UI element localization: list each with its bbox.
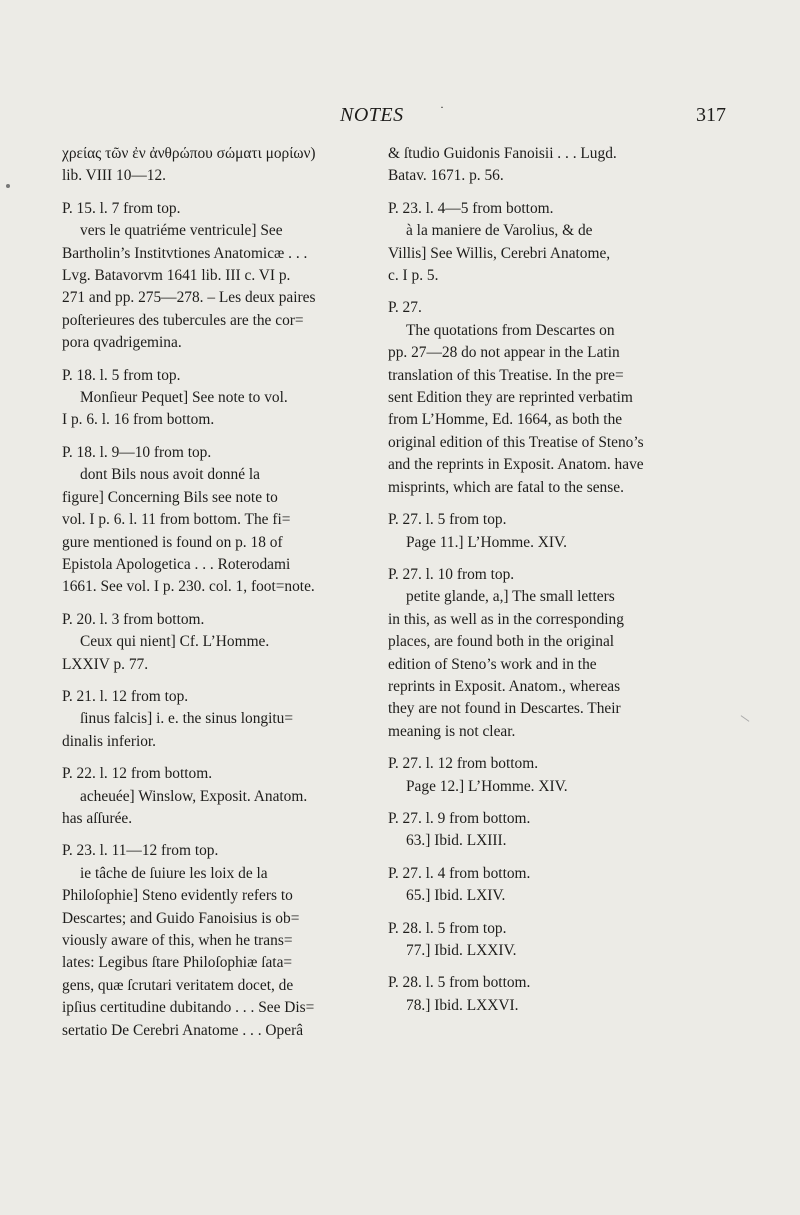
note-body: Monſieur Pequet] See note to vol. I p. 6. l. 16 from bottom. bbox=[62, 389, 288, 429]
note-body: The quotations from Descartes on pp. 27—28 do not appear in the Latin translation of this Treatise. In the pre= sent Edition they are reprinted verbatim from L’Homme, Ed. 1664, as both the original edition of this Treatise of Steno’s and the reprints in Exposit. Anatom. have misprints, which are fatal to the sense. bbox=[388, 321, 644, 496]
note-body: petite glande, a,] The small letters in this, as well as in the corresponding places, are found both in the original edition of Steno’s work and in the reprints in Exposit. Anatom., whereas they are not found in Descartes. Their meaning is not clear. bbox=[388, 588, 624, 740]
note-reference: P. 20. l. 3 from bottom. bbox=[62, 610, 205, 628]
note-reference: P. 28. l. 5 from bottom. bbox=[388, 974, 531, 992]
note-entry bbox=[388, 753, 718, 798]
note-body: 65.] Ibid. LXIV. bbox=[406, 887, 506, 905]
note-reference: P. 23. l. 4—5 from bottom. bbox=[388, 199, 554, 217]
note-body: 77.] Ibid. LXXIV. bbox=[406, 942, 517, 959]
note-entry bbox=[62, 686, 392, 753]
note-reference: P. 27. l. 5 from top. bbox=[388, 511, 507, 529]
note-entry bbox=[388, 297, 718, 499]
page-number: 317 bbox=[696, 104, 726, 126]
note-reference: P. 27. bbox=[388, 299, 422, 317]
note-entry bbox=[62, 198, 392, 355]
note-entry bbox=[62, 840, 392, 1042]
note-entry bbox=[62, 763, 392, 830]
note-reference: P. 27. l. 4 from bottom. bbox=[388, 864, 531, 882]
note-body: Page 12.] L’Homme. XIV. bbox=[406, 777, 568, 795]
note-reference: P. 22. l. 12 from bottom. bbox=[62, 765, 213, 783]
note-body: Page 11.] L’Homme. XIV. bbox=[406, 533, 568, 551]
note-entry bbox=[62, 442, 392, 599]
note-body: acheuée] Winslow, Exposit. Anatom. has aſſurée. bbox=[62, 787, 308, 827]
running-head-ornament: · bbox=[440, 100, 444, 114]
right-column bbox=[388, 143, 718, 1027]
note-reference: P. 27. l. 10 from top. bbox=[388, 565, 515, 583]
running-head-title: NOTES bbox=[340, 104, 404, 126]
edge-speck bbox=[6, 184, 10, 188]
note-body: dont Bils nous avoit donné la figure] Concerning Bils see note to vol. I p. 6. l. 11 from bottom. The fi= gure mentioned is found on p. 18 of Epistola Apologetica . . . Roterodami 1661. See vol. I p. 230. col. 1, foot=note. bbox=[62, 466, 315, 596]
note-body: 78.] Ibid. LXXVI. bbox=[406, 996, 519, 1014]
right-continuation: & ſtudio Guidonis Fanoisii . . . Lugd. Batav. 1671. p. 56. bbox=[388, 145, 617, 185]
note-entry bbox=[388, 918, 718, 963]
note-entry bbox=[388, 509, 718, 554]
note-entry bbox=[388, 564, 718, 743]
note-body: 63.] Ibid. LXIII. bbox=[406, 832, 507, 850]
note-reference: P. 18. l. 5 from top. bbox=[62, 366, 181, 384]
note-entry bbox=[388, 198, 718, 288]
note-body: à la maniere de Varolius, & de Villis] See Willis, Cerebri Anatome, c. I p. 5. bbox=[388, 222, 611, 285]
left-column bbox=[62, 143, 392, 1052]
note-reference: P. 21. l. 12 from top. bbox=[62, 687, 189, 705]
note-reference: P. 28. l. 5 from top. bbox=[388, 919, 507, 937]
stray-mark bbox=[741, 715, 750, 722]
note-body: ſinus falcis] i. e. the sinus longitu= dinalis inferior. bbox=[62, 710, 294, 750]
note-entry bbox=[388, 808, 718, 853]
note-body: Ceux qui nient] Cf. L’Homme. LXXIV p. 77. bbox=[62, 633, 270, 673]
note-entry bbox=[388, 972, 718, 1017]
note-body: vers le quatriéme ventricule] See Bartholin’s Institvtiones Anatomicæ . . . Lvg. Batavorvm 1641 lib. III c. VI p. 271 and pp. 275—278. – Les deux paires poſterieures des tubercules are the cor= pora qvadrigemina. bbox=[62, 222, 316, 352]
note-entry bbox=[62, 365, 392, 432]
note-reference: P. 27. l. 9 from bottom. bbox=[388, 809, 531, 827]
note-body: ie tâche de ſuiure les loix de la Philoſophie] Steno evidently refers to Descartes; and Guido Fanoisius is ob= viously aware of this, when he trans= lates: Legibus ſtare Philoſophiæ ſata= gens, quæ ſcrutari veritatem docet, de ipſius certitudine dubitando . . . See Dis= sertatio De Cerebri Anatome . . . Operâ bbox=[62, 864, 315, 1039]
note-reference: P. 27. l. 12 from bottom. bbox=[388, 755, 539, 773]
note-reference: P. 18. l. 9—10 from top. bbox=[62, 443, 212, 461]
note-reference: P. 15. l. 7 from top. bbox=[62, 199, 181, 217]
note-reference: P. 23. l. 11—12 from top. bbox=[62, 842, 219, 860]
note-entry bbox=[388, 863, 718, 908]
left-continuation: χρείας τῶν ἐν ἀνθρώπου σώματι μορίων) lib. VIII 10—12. bbox=[62, 145, 316, 185]
note-entry bbox=[62, 609, 392, 676]
